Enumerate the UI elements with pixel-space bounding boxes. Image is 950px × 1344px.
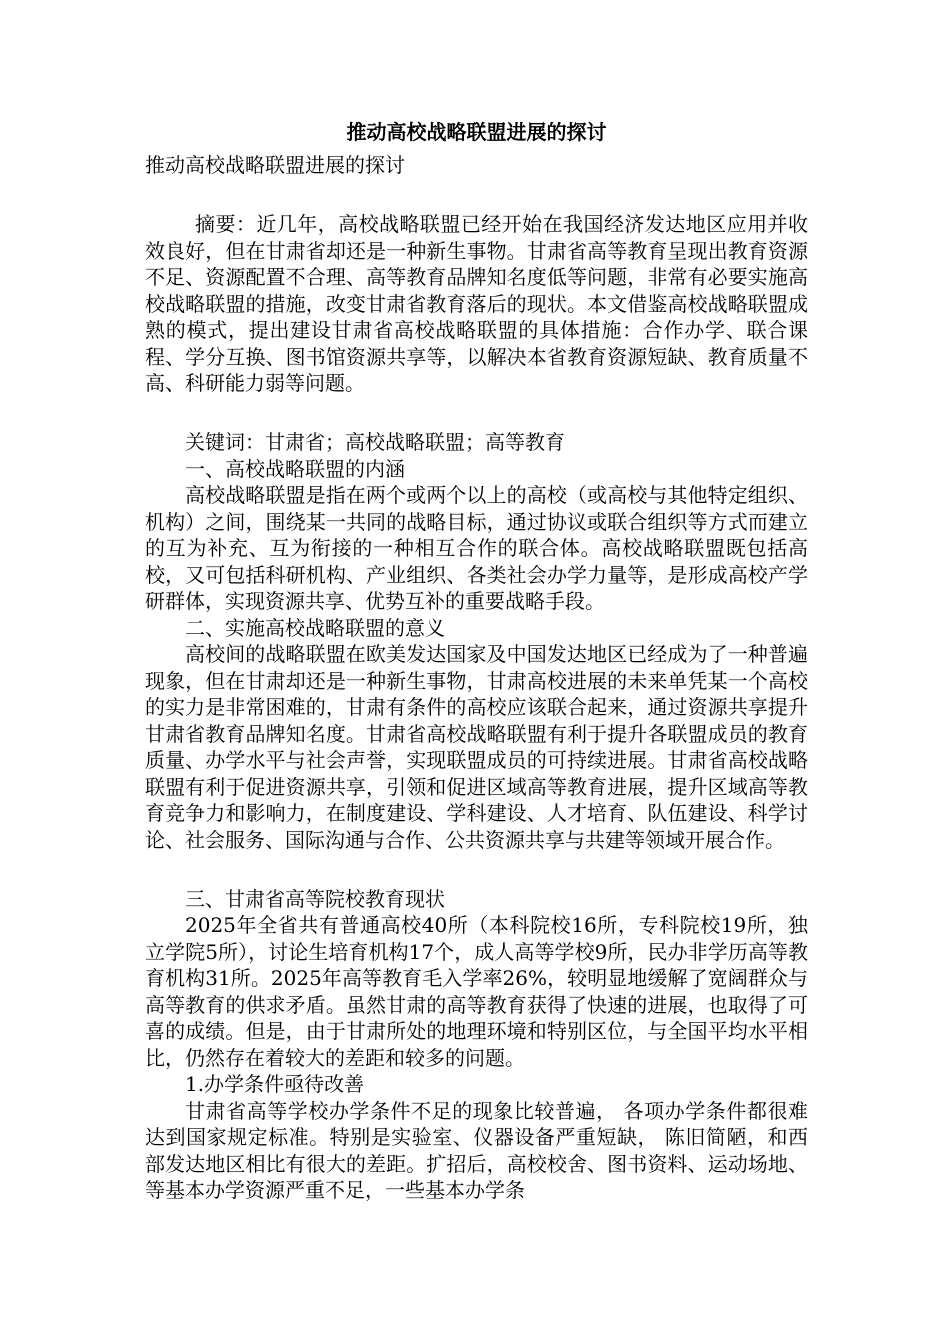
- section-3-heading: 三、甘肃省高等院校教育现状: [185, 886, 445, 911]
- keywords-line: 关键词：甘肃省；高校战略联盟；高等教育: [185, 430, 565, 454]
- section-2-heading: 二、实施高校战略联盟的意义: [185, 615, 445, 640]
- document-page: [145, 118, 808, 1204]
- subsection-1-body: 甘肃省高等学校办学条件不足的现象比较普遍， 各项办学条件都很难达到国家规定标准。特别是实验室、仪器设备严重短缺， 陈旧简陋，和西部发达地区相比有很大的差距。扩招后，高校校舍、图书资料、运动场地、等基本办学资源严重不足，一些基本办学条: [145, 1098, 808, 1202]
- subsection-1-heading: 1.办学条件亟待改善: [185, 1072, 365, 1096]
- section-1-heading: 一、高校战略联盟的内涵: [185, 456, 405, 481]
- document-title: 推动高校战略联盟进展的探讨: [346, 120, 607, 144]
- section-2-body: 高校间的战略联盟在欧美发达国家及中国发达地区已经成为了一种普遍现象，但在甘肃却还是一种新生事物，甘肃高校进展的未来单凭某一个高校的实力是非常困难的，甘肃有条件的高校应该联合起来，通过资源共享提升甘肃省教育品牌知名度。甘肃省高校战略联盟有利于提升各联盟成员的教育质量、办学水平与社会声誉，实现联盟成员的可持续进展。甘肃省高校战略联盟有利于促进资源共享，引领和促进区域高等教育进展，提升区域高等教育竞争力和影响力，在制度建设、学科建设、人才培育、队伍建设、科学讨论、社会服务、国际沟通与合作、公共资源共享与共建等领域开展合作。: [145, 642, 808, 852]
- blank-line: [145, 179, 808, 206]
- blank-line: [145, 397, 808, 424]
- section-1-body: 高校战略联盟是指在两个或两个以上的高校（或高校与其他特定组织、机构）之间，围绕某一共同的战略目标，通过协议或联合组织等方式而建立的互为补充、互为衔接的一种相互合作的联合体。高校战略联盟既包括高校，又可包括科研机构、产业组织、各类社会办学力量等，是形成高校产学研群体，实现资源共享、优势互补的重要战略手段。: [145, 483, 808, 613]
- blank-line: [145, 853, 808, 880]
- document-subtitle: 推动高校战略联盟进展的探讨: [145, 153, 405, 177]
- section-3-body: 2025年全省共有普通高校40所（本科院校16所，专科院校19所，独立学院5所），讨论生培育机构17个，成人高等学校9所，民办非学历高等教育机构31所。2025年高等教育毛入学率26%，较明显地缓解了宽阔群众与高等教育的供求矛盾。虽然甘肃的高等教育获得了快速的进展，也取得了可喜的成绩。但是，由于甘肃所处的地理环境和特别区位，与全国平均水平相比，仍然存在着较大的差距和较多的问题。: [145, 913, 808, 1070]
- abstract-paragraph: 摘要：近几年，高校战略联盟已经开始在我国经济发达地区应用并收效良好，但在甘肃省却还是一种新生事物。甘肃省高等教育呈现出教育资源不足、资源配置不合理、高等教育品牌知名度低等问题，非常有必要实施高校战略联盟的措施，改变甘肃省教育落后的现状。本文借鉴高校战略联盟成熟的模式，提出建设甘肃省高校战略联盟的具体措施：合作办学、联合课程、学分互换、图书馆资源共享等，以解决本省教育资源短缺、教育质量不高、科研能力弱等问题。: [145, 212, 808, 395]
